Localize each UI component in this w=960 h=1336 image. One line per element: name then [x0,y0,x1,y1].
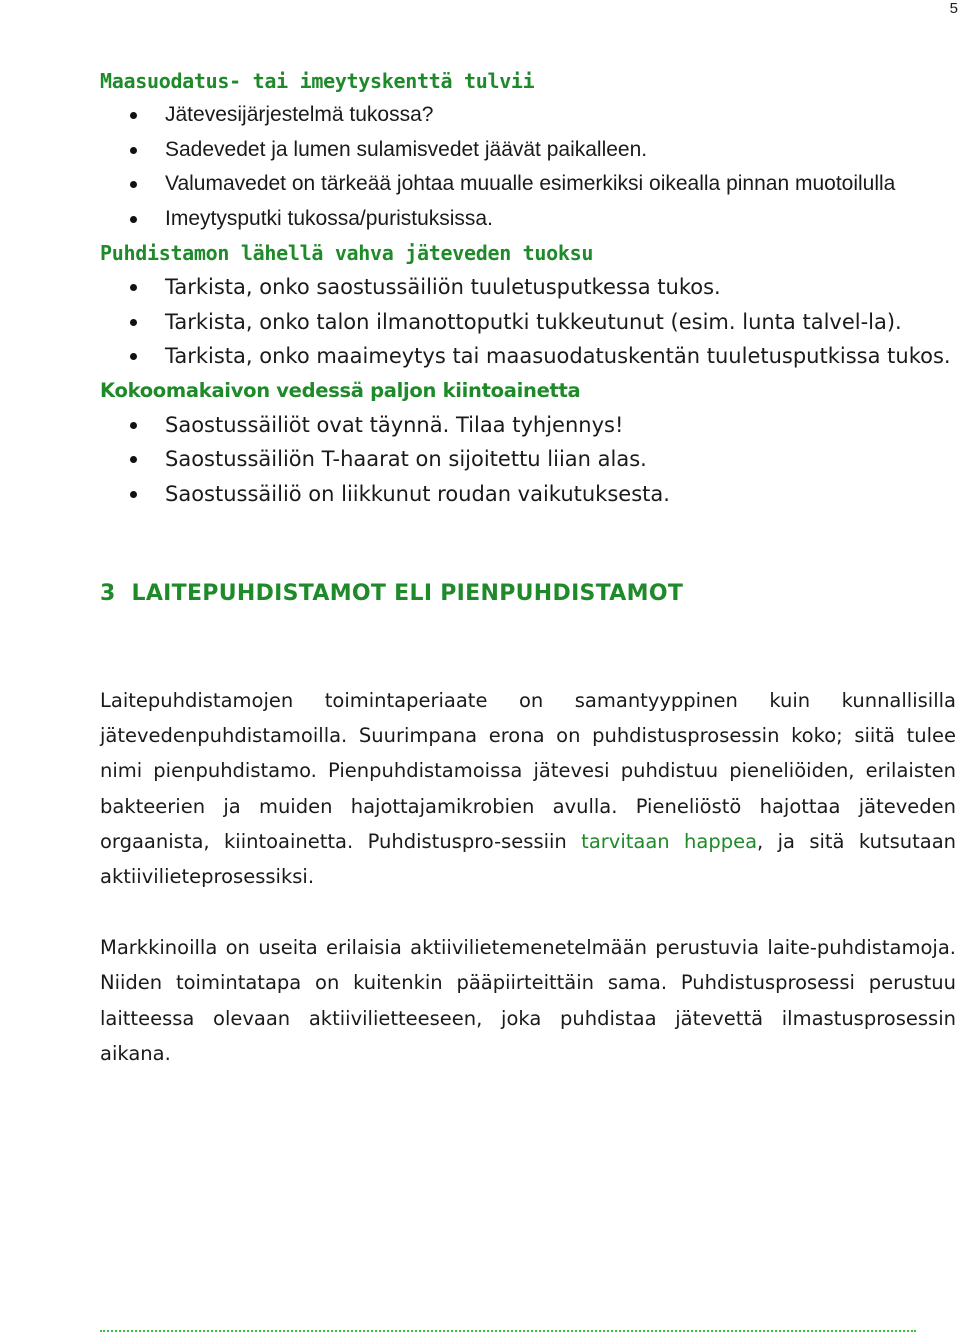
list-item: Saostussäiliön T-haarat on sijoitettu liian alas. [100,442,956,477]
chapter-heading: 3 LAITEPUHDISTAMOT ELI PIENPUHDISTAMOT [100,581,684,606]
list-item: Sadevedet ja lumen sulamisvedet jäävät paikalleen. [100,133,956,168]
section-heading-odor: Puhdistamon lähellä vahva jäteveden tuoksu [100,241,594,265]
paragraph-intro: Laitepuhdistamojen toimintaperiaate on samantyyppinen kuin kunnallisilla jätevedenpuhdistamoilla. Suurimpana erona on puhdistusprosessin koko; siitä tulee nimi pienpuhdistamo. Pienpuhdistamoissa jätevesi puhdistuu pieneliöiden, erilaisten bakteerien ja muiden hajottajamikrobien avulla. Pieneliöstö hajottaa jäteveden orgaanista, kiintoainetta. Puhdistuspro-sessiin tarvitaan happea, ja sitä kutsutaan aktiivilieteprosessiksi. [100,689,956,889]
paragraph-market: Markkinoilla on useita erilaisia aktiivilietemenetelmään perustuvia laite-puhdistamoja. Niiden toimintatapa on kuitenkin pääpiirteittäin sama. Puhdistusprosessi perustuu laitteessa olevaan aktiivilietteeseen, joka puhdistaa jätevettä ilmastusprosessin aikana. [100,936,956,1065]
odor-list [100,270,956,374]
list-item: Jätevesijärjestelmä tukossa? [100,98,956,133]
list-item: Valumavedet on tärkeää johtaa muualle esimerkiksi oikealla pinnan muotoilulla [100,167,956,202]
list-item: Saostussäiliö on liikkunut roudan vaikutuksesta. [100,477,956,512]
bullet-icon [130,456,137,463]
list-item: Tarkista, onko talon ilmanottoputki tukkeutunut (esim. lunta talvel-la). [100,305,956,340]
section-heading-flooding: Maasuodatus- tai imeytyskenttä tulvii [100,69,535,93]
list-item: Saostussäiliöt ovat täynnä. Tilaa tyhjennys! [100,408,956,443]
bullet-icon [130,112,137,119]
page-content [100,64,956,1071]
bullet-icon [130,422,137,429]
section-heading-solids: Kokoomakaivon vedessä paljon kiintoainetta [100,378,581,402]
list-item: Imeytysputki tukossa/puristuksissa. [100,202,956,237]
footer-divider [100,1330,916,1333]
bullet-icon [130,491,137,498]
bullet-icon [130,319,137,326]
bullet-icon [130,181,137,188]
list-item: Tarkista, onko maaimeytys tai maasuodatuskentän tuuletusputkissa tukos. [100,339,956,374]
bullet-icon [130,216,137,223]
bullet-icon [130,284,137,291]
flooding-list [100,98,956,236]
page-number: 5 [949,0,958,17]
highlight-text: tarvitaan happea [581,829,758,853]
bullet-icon [130,353,137,360]
list-item: Tarkista, onko saostussäiliön tuuletusputkessa tukos. [100,270,956,305]
solids-list [100,408,956,512]
bullet-icon [130,147,137,154]
